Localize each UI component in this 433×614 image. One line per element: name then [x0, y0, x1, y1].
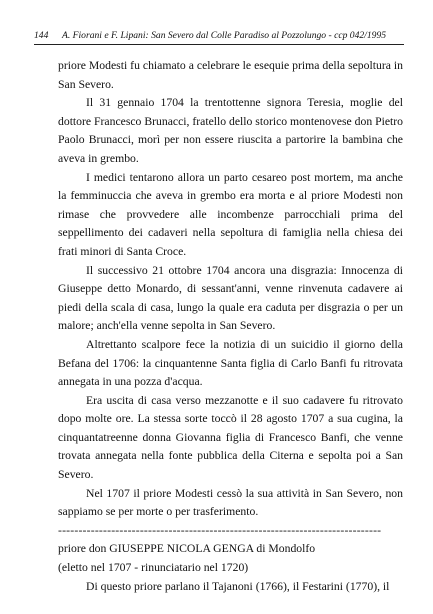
paragraph: Il 31 gennaio 1704 la trentottenne signora Teresia, moglie del dottore Francesco Brunacci, fratello dello storico montenovese don Pietro Paolo Brunacci, morì per non essere riuscita a partorire la bambina che aveva in grembo. — [58, 96, 404, 165]
paragraph: I medici tentarono allora un parto cesareo post mortem, ma anche la femminuccia che aveva in grembo era morta e al priore Modesti non rimase che provvedere alle incombenze parrocchiali prima del seppellimento dei cadaveri nella sepoltura di famiglia nella chiesa dei frati minori di Santa Croce. — [58, 170, 403, 258]
paragraph: Era uscita di casa verso mezzanotte e il suo cadavere fu ritrovato dopo molte ore. La stessa sorte toccò il 28 agosto 1707 a sua cugina, la cinquantatreenne donna Giovanna figlia di Francesco Banfi, che venne trovata annegata nella fonte pubblica della Citerna e sepolta poi a San Severo. — [58, 393, 403, 482]
paragraph: Il successivo 21 ottobre 1704 ancora una disgrazia: Innocenza di Giuseppe detto Monardo, di sessant'anni, venne rinvenuta cadavere ai piedi della scala di casa, lungo la quale era caduta per disgrazia o per un malore; anch'ella venne sepolta in San Severo. — [58, 263, 403, 333]
paragraph: Nel 1707 il priore Modesti cessò la sua attività in San Severo, non sappiamo se per morte o per trasferimento. — [58, 486, 403, 519]
page-number: 144 — [34, 30, 49, 41]
section-heading: priore don GIUSEPPE NICOLA GENGA di Mondolfo — [58, 542, 316, 556]
paragraph: Di questo priore parlano il Tajanoni (1766), il Festarini (1770), il — [86, 579, 390, 593]
section-separator: ------------------------------------------------------------------------------- — [58, 523, 382, 537]
section-subheading: (eletto nel 1707 - rinunciatario nel 1720) — [58, 561, 249, 575]
paragraph: Altrettanto scalpore fece la notizia di un suicidio il giorno della Befana del 1706: la cinquantenne Santa figlia di Carlo Banfi fu ritrovata annegata in una pozza d'acqua. — [58, 337, 403, 389]
paragraph: priore Modesti fu chiamato a celebrare le esequie prima della sepoltura in San Severo. — [58, 59, 403, 91]
body-text — [58, 57, 403, 596]
running-header — [34, 30, 404, 45]
running-title: A. Fiorani e F. Lipani: San Severo dal Colle Paradiso al Pozzolungo - ccp 042/1995 — [62, 30, 387, 41]
